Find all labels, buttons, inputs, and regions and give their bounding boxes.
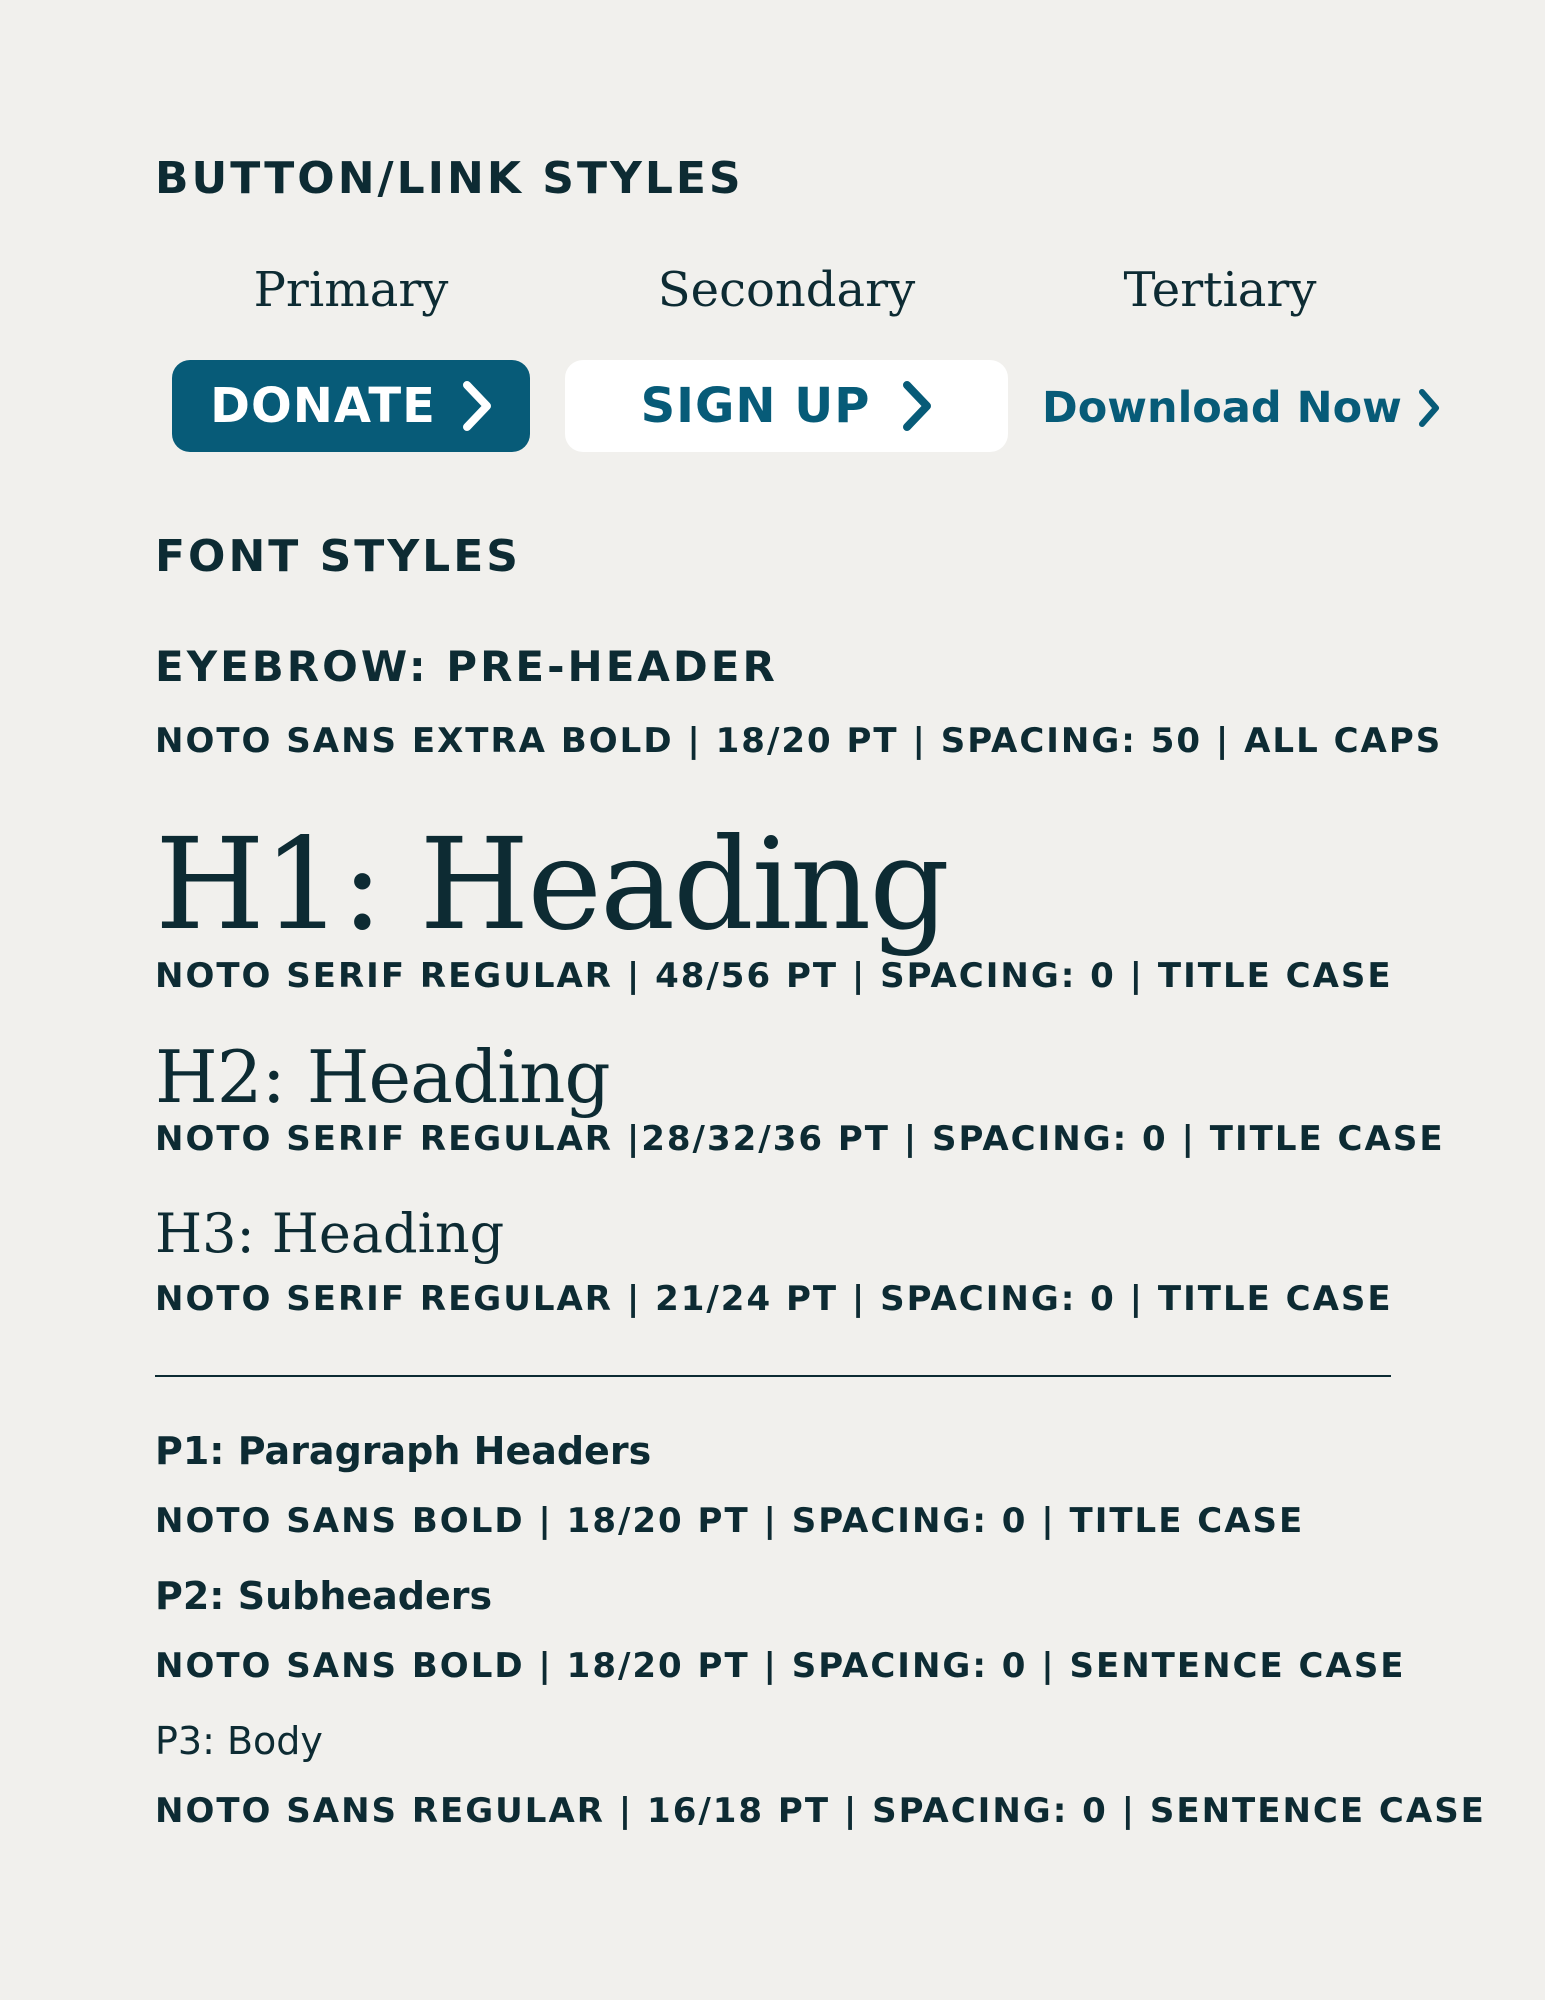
donate-button-label: DONATE: [210, 378, 436, 434]
p1-spec: NOTO SANS BOLD | 18/20 PT | SPACING: 0 | TITLE CASE: [155, 1501, 1305, 1541]
primary-caption: Primary: [253, 262, 449, 318]
h1-spec: NOTO SERIF REGULAR | 48/56 PT | SPACING: 0 | TITLE CASE: [155, 956, 1393, 996]
h3-sample: H3: Heading: [155, 1202, 505, 1265]
tertiary-caption: Tertiary: [1123, 262, 1317, 318]
download-now-label: Download Now: [1042, 383, 1402, 433]
eyebrow-spec: NOTO SANS EXTRA BOLD | 18/20 PT | SPACING: 50 | ALL CAPS: [155, 721, 1443, 761]
p2-spec: NOTO SANS BOLD | 18/20 PT | SPACING: 0 | SENTENCE CASE: [155, 1646, 1406, 1686]
download-now-link[interactable]: [1042, 370, 1440, 446]
secondary-caption: Secondary: [657, 262, 916, 318]
section-divider: [155, 1375, 1391, 1377]
chevron-right-icon: [902, 380, 932, 432]
style-guide-page: [155, 0, 1486, 2000]
eyebrow-sample: EYEBROW: PRE-HEADER: [155, 642, 778, 691]
h1-sample: H1: Heading: [155, 811, 948, 958]
sign-up-button[interactable]: [565, 360, 1008, 452]
donate-button[interactable]: [172, 360, 530, 452]
sign-up-button-label: SIGN UP: [640, 378, 871, 434]
chevron-right-icon: [462, 380, 492, 432]
button-styles-title: BUTTON/LINK STYLES: [155, 153, 744, 204]
h2-spec: NOTO SERIF REGULAR |28/32/36 PT | SPACING: 0 | TITLE CASE: [155, 1119, 1445, 1159]
p2-sample: P2: Subheaders: [155, 1574, 493, 1618]
chevron-right-icon: [1418, 388, 1440, 428]
p3-spec: NOTO SANS REGULAR | 16/18 PT | SPACING: 0 | SENTENCE CASE: [155, 1791, 1486, 1831]
h2-sample: H2: Heading: [155, 1035, 610, 1119]
font-styles-title: FONT STYLES: [155, 531, 521, 582]
p3-sample: P3: Body: [155, 1719, 323, 1763]
p1-sample: P1: Paragraph Headers: [155, 1429, 652, 1473]
h3-spec: NOTO SERIF REGULAR | 21/24 PT | SPACING: 0 | TITLE CASE: [155, 1279, 1393, 1319]
